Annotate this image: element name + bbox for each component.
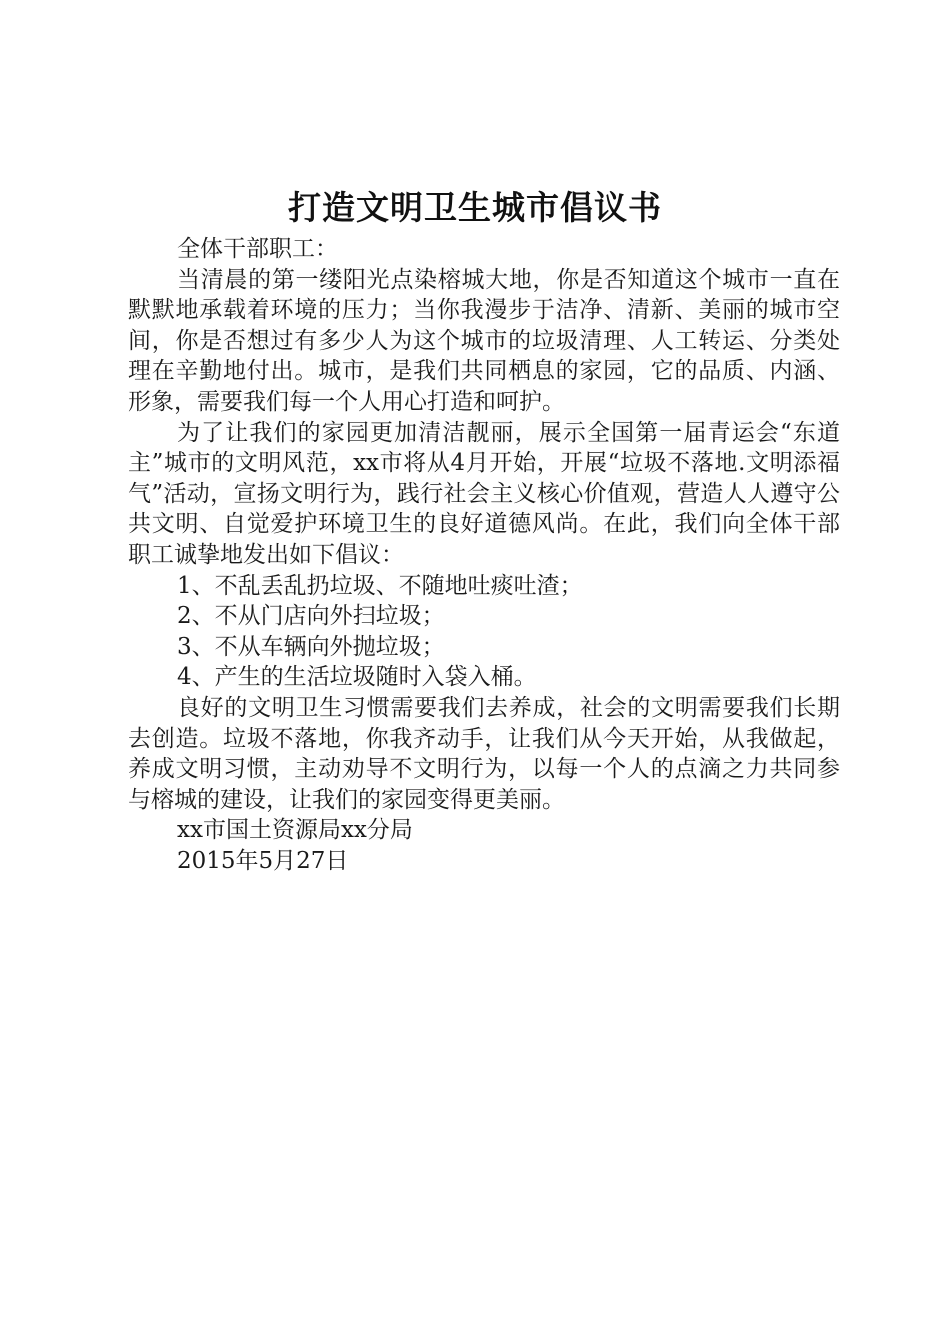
- proposal-item-2: 2、不从门店向外扫垃圾；: [177, 603, 445, 630]
- date-line: 2015年5月27日: [177, 847, 349, 874]
- signature-line: xx市国土资源局xx分局: [177, 817, 413, 844]
- document-title: 打造文明卫生城市倡议书: [288, 188, 662, 227]
- body-paragraph-1: 当清晨的第一缕阳光点染榕城大地，你是否知道这个城市一直在默默地承载着环境的压力；当你我漫步于洁净、清新、美丽的城市空间，你是否想过有多少人为这个城市的垃圾清理、人工转运、分类处理在辛勤地付出。城市，是我们共同栖息的家园，它的品质、内涵、形象，需要我们每一个人用心打造和呵护。: [128, 266, 840, 415]
- greeting-line: 全体干部职工：: [177, 236, 338, 262]
- proposal-item-4: 4、产生的生活垃圾随时入袋入桶。: [177, 664, 537, 691]
- proposal-item-1: 1、不乱丢乱扔垃圾、不随地吐痰吐渣；: [177, 572, 583, 599]
- document-body: [128, 234, 840, 876]
- body-paragraph-2: 为了让我们的家园更加清洁靓丽，展示全国第一届青运会“东道主”城市的文明风范，xx市将从4月开始，开展“垃圾不落地.文明添福气”活动，宣扬文明行为，践行社会主义核心价值观，营造人人遵守公共文明、自觉爱护环境卫生的良好道德风尚。在此，我们向全体干部职工诚挚地发出如下倡议：: [128, 419, 840, 568]
- closing-paragraph: 良好的文明卫生习惯需要我们去养成，社会的文明需要我们长期去创造。垃圾不落地，你我齐动手，让我们从今天开始，从我做起，养成文明习惯，主动劝导不文明行为，以每一个人的点滴之力共同参与榕城的建设，让我们的家园变得更美丽。: [128, 694, 840, 813]
- proposal-item-3: 3、不从车辆向外抛垃圾；: [177, 633, 445, 660]
